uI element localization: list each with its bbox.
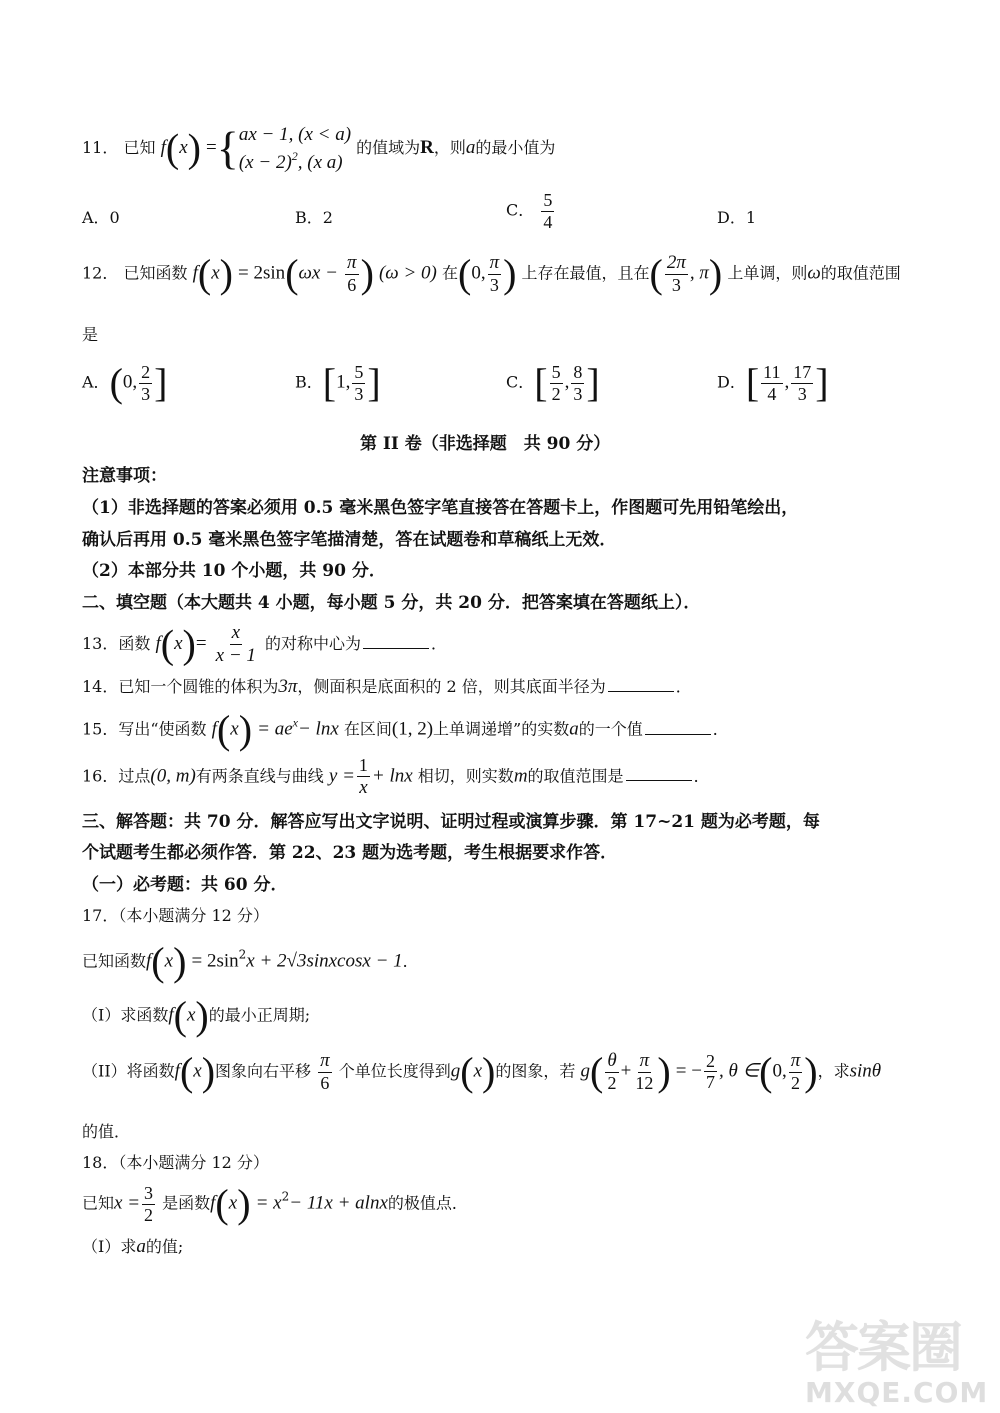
- notice-1b: 确认后再用 0.5 毫米黑色签字笔描清楚，答在试题卷和草稿纸上无效．: [82, 530, 617, 550]
- q17-part1: （I）求函数f(x)的最小正周期;: [82, 993, 311, 1038]
- q13-answer-blank[interactable]: [363, 647, 429, 649]
- q11-a: a: [465, 137, 476, 159]
- q12-prefix: 已知函数: [123, 263, 188, 283]
- q11-case1: ax − 1, (x < a): [238, 124, 352, 145]
- watermark-line2: MXQE.COM: [805, 1376, 989, 1409]
- q12-number: 12．: [82, 263, 119, 283]
- q12-expr1: = 2sin: [238, 262, 286, 284]
- watermark-logo: [805, 1305, 989, 1409]
- q11-post1: 的值域为: [356, 138, 421, 158]
- q11-post3: 的最小值为: [475, 138, 556, 158]
- q12-option-a: A．(0, $\frac{2}{3}$ ]: [82, 360, 168, 406]
- section3-head-2: 个试题考生都必须作答．第 22、23 题为选考题，考生根据要求作答．: [82, 843, 618, 863]
- q11-x: x: [179, 137, 188, 159]
- q11: 11． 已知 f(x) ={ ax − 1, (x < a) $(x - 2)^2$, (x a) 的值域为R，则a的最小值为: [82, 122, 556, 174]
- fill-section-head: 二、填空题（本大题共 4 小题，每小题 5 分，共 20 分．把答案填在答题纸上）．: [82, 593, 701, 613]
- q14-answer-blank[interactable]: [608, 690, 674, 692]
- q12-text1: 上存在最值，且在: [521, 263, 650, 283]
- q11-case2sup: 2: [291, 148, 298, 163]
- notice-head: 注意事项：: [82, 466, 167, 486]
- q11-option-a: A．0: [82, 208, 120, 227]
- q14: 14．已知一个圆锥的体积为3π，侧面积是底面积的 2 倍，则其底面半径为 ．: [82, 676, 692, 697]
- q12-text2: 上单调，则: [727, 263, 808, 283]
- q11-prefix: 已知: [123, 138, 156, 158]
- q11-option-b: B．2: [295, 208, 333, 227]
- section3-head-1: 三、解答题：共 70 分．解答应写出文字说明、证明过程或演算步骤．第 17~21 题为必考题，每: [82, 812, 820, 832]
- q12-text3: 的取值范围: [820, 263, 901, 283]
- q17-stem: 已知函数$f(x) = 2\sin^2x$ + 2√3sinxcosx − 1．: [82, 939, 419, 984]
- q11-post2: ，则: [433, 138, 466, 158]
- q18-head: 18．（本小题满分 12 分）: [82, 1153, 269, 1172]
- section3-sub: （一）必考题：共 60 分．: [82, 875, 288, 895]
- q17-line3: 的值．: [82, 1122, 131, 1141]
- q15: 15．写出“使函数 $f(x) = ae^x- \ln x$ 在区间(1, 2)上单调递增”的实数a的一个值 ．: [82, 707, 729, 752]
- q16: 16．过点(0, m)有两条直线与曲线 y = $\frac{1}{x}$ + lnx 相切，则实数m的取值范围是 ．: [82, 755, 710, 798]
- notice-1a: （1）非选择题的答案必须用 0.5 毫米黑色签字笔直接答在答题卡上，作图题可先用铅笔绘出，: [82, 498, 799, 518]
- section2-title: 第 II 卷（非选择题 共 90 分）: [360, 434, 611, 454]
- q15-answer-blank[interactable]: [645, 733, 711, 735]
- q17-head: 17．（本小题满分 12 分）: [82, 906, 269, 925]
- q12-option-d: D．[ $\frac{11}{4}$ , $\frac{17}{3}$ ]: [717, 360, 829, 406]
- q11-number: 11．: [82, 138, 119, 158]
- q18-part1: （I）求a的值;: [82, 1236, 184, 1257]
- q12-in: 在: [441, 263, 458, 283]
- q13: 13．函数 f(x)= $\frac{x}{x - 1}$ 的对称中心为 ．: [82, 621, 448, 667]
- q16-answer-blank[interactable]: [626, 779, 692, 781]
- q12-cond: (ω > 0): [378, 262, 437, 284]
- q18-stem: 已知x = $\frac{3}{2}$ 是函数$f(x) = x^2- 11x + alnx$的极值点．: [82, 1181, 468, 1227]
- q12-wx: ωx −: [298, 262, 338, 284]
- q17-part2: （II）将函数f(x)图象向右平移 $\frac{\pi}{6}$ 个单位长度得到g(x)的图象，若 g( $\frac{\theta}{2}$ + $\frac{\pi}{12}$ ) = − $\frac{2}{7}$ , θ ∈(0, $\frac{\pi}{2}$ )，求sinθ: [82, 1048, 882, 1094]
- q12-option-c: C．[ $\frac{5}{2}$ , $\frac{8}{3}$ ]: [506, 360, 600, 406]
- q12: 12． 已知函数 f(x) = 2sin(ωx − $\frac{\pi}{6}$ ) (ω > 0) 在(0, $\frac{\pi}{3}$ ) 上存在最值，且在( $\frac{2\pi}{3}$ , π) 上单调，则ω的取值范围: [82, 250, 901, 296]
- q12-omega: ω: [807, 262, 821, 284]
- notice-2: （2）本部分共 10 个小题，共 90 分．: [82, 561, 386, 581]
- watermark-line1: 答案圈: [805, 1316, 961, 1379]
- q11-option-d: D．1: [717, 208, 757, 227]
- q11-case2a: (x − 2): [238, 151, 292, 173]
- q11-f: f: [160, 137, 166, 159]
- q12-option-b: B．[1, $\frac{5}{3}$ ]: [295, 360, 381, 406]
- q11-case2b: , (x a): [297, 151, 343, 173]
- q11-option-c: C． $\frac{5}{4}$: [506, 190, 553, 232]
- q11-R: R: [420, 137, 434, 159]
- q12-line2: 是: [82, 325, 99, 344]
